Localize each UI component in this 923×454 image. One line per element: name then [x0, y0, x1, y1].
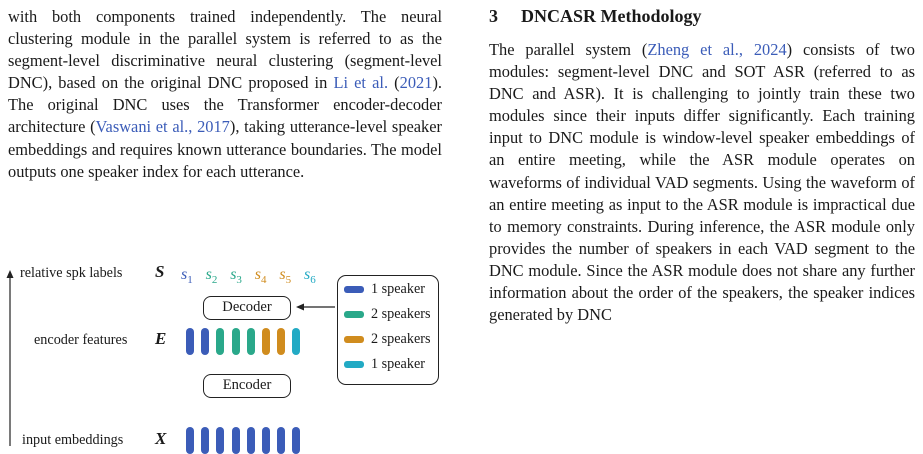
- feature-bar: [262, 328, 270, 355]
- label-input-embeddings: input embeddings: [22, 432, 124, 448]
- feature-bar: [201, 427, 209, 454]
- feature-bar: [247, 328, 255, 355]
- feature-bar: [262, 427, 270, 454]
- speaker-label: $s_1$: [181, 266, 193, 287]
- speaker-label: $s_3$: [230, 266, 242, 287]
- vertical-arrow-head: [7, 270, 14, 278]
- legend-label: 2 speakers: [371, 331, 431, 347]
- citation-li[interactable]: Li et al.: [333, 73, 389, 93]
- text-run: with both components trained independently. The neural clustering module in the parallel system is referred to as the segment-level discriminative neural clustering (segment-level DNC), based on the original DNC proposed in: [8, 7, 442, 93]
- speaker-label: $s_6$: [304, 266, 316, 287]
- feature-bar: [277, 427, 285, 454]
- feature-bar: [232, 427, 240, 454]
- text-run: ), taking utterance-level speaker embeddings and requires known utterance boundaries. The model outputs one speaker index for each utterance.: [8, 117, 442, 181]
- encoder-box: [203, 374, 291, 398]
- label-encoder-features: encoder features: [34, 332, 128, 348]
- encoder-label: Encoder: [222, 377, 272, 393]
- legend-swatch: [344, 286, 364, 293]
- section-number: 3: [489, 6, 498, 26]
- legend-label: 2 speakers: [371, 306, 431, 322]
- feature-bar: [216, 427, 224, 454]
- legend-label: 1 speaker: [371, 356, 425, 372]
- speaker-label: $s_4$: [254, 266, 267, 287]
- legend-label: 1 speaker: [371, 281, 425, 297]
- speaker-label: $s_5$: [279, 266, 292, 287]
- legend-swatch: [344, 361, 364, 368]
- feature-bar: [232, 328, 240, 355]
- decoder-label: Decoder: [222, 299, 272, 315]
- citation-zheng[interactable]: Zheng et al., 2024: [647, 40, 787, 59]
- section-title: DNCASR Methodology: [521, 6, 702, 26]
- decoder-box: [203, 296, 291, 320]
- legend-box: [337, 275, 439, 385]
- text-run: (: [388, 73, 400, 93]
- feature-bar: [186, 328, 194, 355]
- citation-li-year[interactable]: 2021: [399, 73, 433, 93]
- text-run: ). The original DNC uses the Transformer encoder-decoder architecture (: [8, 73, 442, 137]
- feature-bar: [292, 328, 300, 355]
- legend-swatch: [344, 336, 364, 343]
- feature-bar: [247, 427, 255, 454]
- symbol-e: E: [155, 329, 167, 348]
- dnc-figure: [0, 262, 450, 452]
- text-run: ) consists of two modules: segment-level DNC and SOT ASR (referred to as DNC and ASR). It is challenging to jointly train these two modules since their inputs differ significantly. Each training input to DNC module is window-level speaker embeddings of an entire meeting, while the ASR module operates on waveforms of individual VAD segments. Using the waveform of an entire meeting as input to the ASR module is impractical due to memory constraints. During inference, the ASR module only provides the number of speakers in each VAD segment to the DNC module. Since the ASR module does not share any further information about the order of the speakers, the speaker indices generated by DNC: [489, 40, 915, 325]
- left-column: [8, 6, 442, 183]
- feature-bar: [277, 328, 285, 355]
- section-heading: [489, 4, 915, 28]
- label-relative-spk: relative spk labels: [20, 265, 123, 281]
- symbol-s: S: [155, 262, 165, 281]
- feature-bar: [292, 427, 300, 454]
- left-paragraph: [8, 6, 442, 183]
- citation-vaswani[interactable]: Vaswani et al., 2017: [95, 117, 230, 137]
- feature-bar: [186, 427, 194, 454]
- text-run: The parallel system (: [489, 40, 648, 59]
- feature-bar: [216, 328, 224, 355]
- feature-bar: [201, 328, 209, 355]
- right-column: [489, 4, 915, 326]
- symbol-x: X: [155, 429, 167, 448]
- speaker-label: $s_2$: [205, 266, 218, 287]
- right-paragraph: [489, 39, 915, 326]
- legend-swatch: [344, 311, 364, 318]
- legend-arrow-head: [296, 304, 304, 311]
